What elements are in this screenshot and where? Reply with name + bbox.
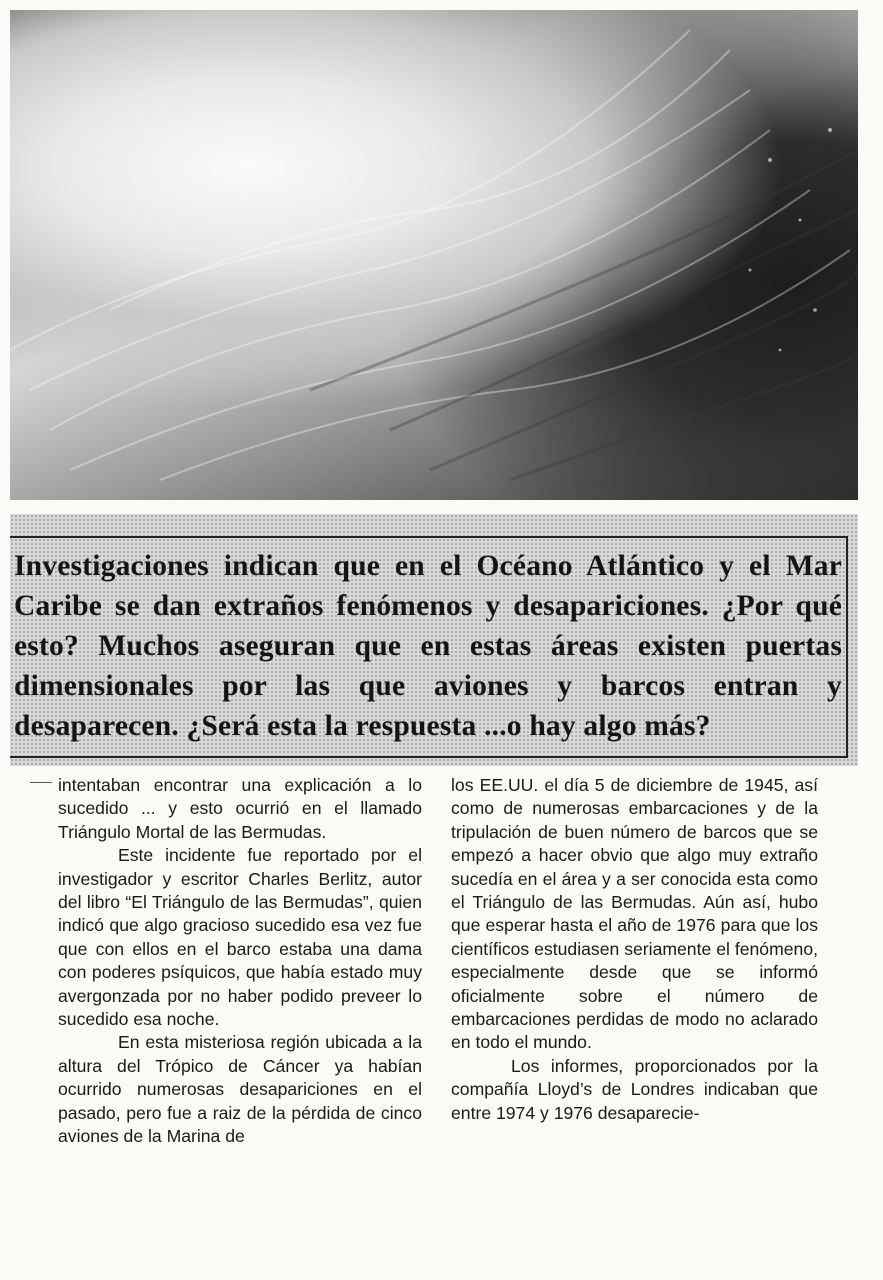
caption-box [10, 514, 858, 766]
paragraph: En esta misteriosa región ubicada a la altura del Trópico de Cáncer ya habían ocurrido numerosas desapariciones en el pasado, pero fue a raiz de la pérdida de cinco aviones de la Marina de [58, 1032, 422, 1147]
paragraph: Los informes, proporcionados por la compañía Lloyd’s de Londres indicaban que entre 1974 y 1976 desaparecie- [451, 1055, 818, 1123]
article-column-left [58, 774, 422, 1149]
column-marker [30, 782, 52, 783]
paragraph: Este incidente fue reportado por el investigador y escritor Charles Berlitz, autor del libro “El Triángulo de las Bermudas”, quien indicó que algo gracioso sucedido esa vez fue que con ellos en el barco estaba una dama con poderes psíquicos, que había estado muy avergonzada por no haber podido preveer lo sucedido esa noche. [58, 845, 422, 1030]
caption-frame [10, 536, 848, 758]
paragraph: intentaban encontrar una explicación a lo sucedido ... y esto ocurrió en el llamado Triángulo Mortal de las Bermudas. [58, 775, 422, 842]
article-column-right [451, 774, 818, 1125]
caption-text: Investigaciones indican que en el Océano Atlántico y el Mar Caribe se dan extraños fenómenos y desapariciones. ¿Por qué esto? Muchos aseguran que en estas áreas existen puertas dimensionales por las que aviones y barcos entran y desaparecen. ¿Será esta la respuesta ...o hay algo más? [14, 550, 842, 742]
paragraph: los EE.UU. el día 5 de diciembre de 1945, así como de numerosas embarcaciones y de la tripulación de buen número de barcos que se empezó a hacer obvio que algo muy extraño sucedía en el área y a ser conocida esta como el Triángulo de las Bermudas. Aún así, hubo que esperar hasta el año de 1976 para que los científicos estudiasen seriamente el fenómeno, especialmente desde que se informó oficialmente sobre el número de embarcaciones perdidas de modo no aclarado en todo el mundo. [451, 775, 818, 1053]
ocean-photo [10, 10, 858, 500]
water-texture [10, 10, 858, 500]
